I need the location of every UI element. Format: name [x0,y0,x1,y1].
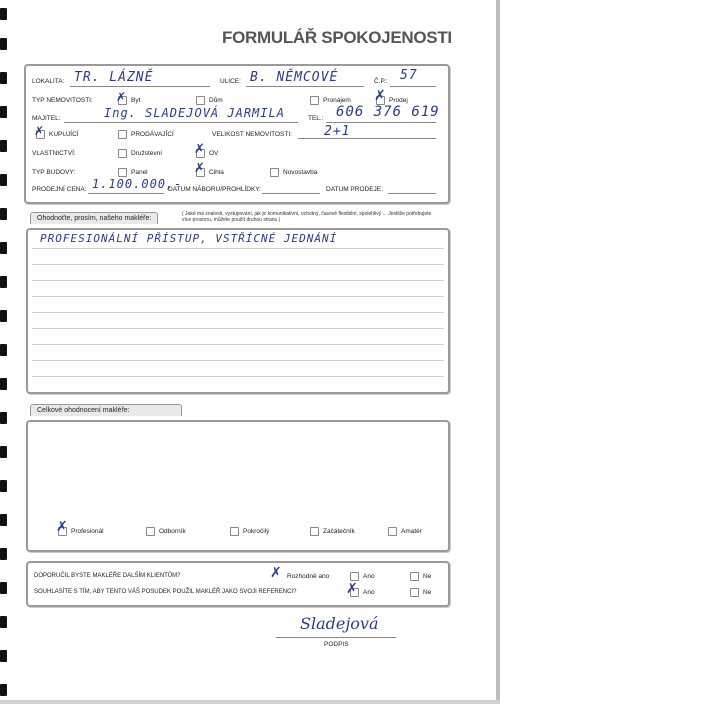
section2-tab: Celkové ohodnocení makléře: [30,404,182,416]
page-bottom-shadow [0,700,500,704]
prodej-check-mark: ✗ [374,88,386,104]
q2-text: SOUHLASÍTE S TÍM, ABY TENTO VÁŠ POSUDEK POUŽIL MAKLÉŘ JAKO SVOJI REFERENCI? [34,589,297,595]
datum-naboru-label: DATUM NÁBORU/PROHLÍDKY: [168,186,262,193]
velikost-label: VELIKOST NEMOVITOSTI: [212,131,292,138]
q1-rozhodne-ano-check-mark: ✗ [270,565,282,581]
section1-tab: Ohodnoťte, prosím, našeho makléře: [30,212,158,224]
q2-ano-label: Ano [363,589,375,596]
byt-label: Byt [131,97,141,104]
prodej-label: Prodej [389,97,408,104]
majitel-label: MAJITEL: [32,115,61,122]
q1-ne-checkbox[interactable] [410,572,419,581]
q1-ne-label: Ne [423,573,432,580]
panel-label: Panel [131,169,148,176]
pronajem-checkbox[interactable] [310,96,319,105]
byt-check-mark: ✗ [116,90,127,104]
druzstevni-checkbox[interactable] [118,149,127,158]
section1-hint: ( Jaké má znalosti, vystupování, jak je komunikativní, ochotný, časově flexibilní, spolehlivý ... Jestliže potřebujete více prostoru, můžete použít druhou stranu.) [182,211,432,223]
rating-odbornik-checkbox[interactable] [146,527,155,536]
rating-zacatecnik-label: Začátečník [323,528,355,535]
lokalita-label: LOKALITA: [32,78,65,85]
novostavba-label: Novostavba [283,169,318,176]
prodavajici-label: PRODÁVAJÍCÍ [131,131,174,138]
q1-text: DOPORUČIL BYSTE MAKLÉŘE DALŠÍM KLIENTŮM? [34,573,181,579]
rating-amater-checkbox[interactable] [388,527,397,536]
q2-ano-check-mark: ✗ [346,581,358,597]
rating-profesional-check-mark: ✗ [56,519,68,535]
typ-nemovitosti-label: TYP NEMOVITOSTI: [32,97,93,104]
signature-handwriting: Sladejová [300,614,379,633]
page-right-shadow [496,0,500,700]
druzstevni-label: Družstevní [131,150,163,157]
prodejni-cena-label: PRODEJNÍ CENA: [32,186,87,193]
cihla-label: Cihla [209,169,224,176]
ov-label: OV [209,150,219,157]
cp-label: Č.P.: [374,78,388,85]
rating-pokrocily-checkbox[interactable] [230,527,239,536]
rating-pokrocily-label: Pokročilý [243,528,270,535]
section1-text-area[interactable] [26,228,450,394]
rating-profesional-label: Profesionál [71,528,104,535]
cihla-check-mark: ✗ [194,161,205,176]
q2-ne-label: Ne [423,589,432,596]
prodejni-cena-value: 1.100.000,- [92,177,183,191]
panel-checkbox[interactable] [118,168,127,177]
tel-label: TEL.: [308,115,324,122]
dum-checkbox[interactable] [196,96,205,105]
q1-ano-label: Ano [363,573,375,580]
rating-zacatecnik-checkbox[interactable] [310,527,319,536]
novostavba-checkbox[interactable] [270,168,279,177]
lokalita-value: TR. LÁZNĚ [74,70,154,85]
typ-budovy-label: TYP BUDOVY: [32,169,76,176]
ov-check-mark: ✗ [194,142,205,157]
majitel-value: Ing. SLADEJOVÁ JARMILA [104,106,285,120]
rating-amater-label: Amatér [401,528,422,535]
section3-questions-panel [26,561,450,607]
ulice-label: ULICE: [220,78,241,85]
cp-value: 57 [400,68,418,83]
form-title: FORMULÁŘ SPOKOJENOSTI [222,28,452,47]
velikost-value: 2+1 [324,124,351,139]
datum-prodeje-label: DATUM PRODEJE: [326,186,383,193]
kupujici-check-mark: ✗ [34,124,45,138]
kupujici-label: KUPUJÍCÍ [49,131,79,138]
signature-label: PODPIS [324,641,349,648]
q2-ne-checkbox[interactable] [410,588,419,597]
tel-value: 606 376 619 [336,104,440,120]
rating-odbornik-label: Odborník [159,528,186,535]
section1-answer: PROFESIONÁLNÍ PŘÍSTUP, VSTŘÍCNÉ JEDNÁNÍ [40,232,338,245]
dum-label: Dům [209,97,223,104]
pronajem-label: Pronájem [323,97,351,104]
spiral-binding [0,0,10,700]
prodavajici-checkbox[interactable] [118,130,127,139]
q1-ano-checkbox[interactable] [350,572,359,581]
q1-rozhodne-ano-label: Rozhodně ano [287,573,330,580]
vlastnictvi-label: VLASTNICTVÍ: [32,150,76,157]
ulice-value: B. NĚMCOVÉ [250,70,339,85]
